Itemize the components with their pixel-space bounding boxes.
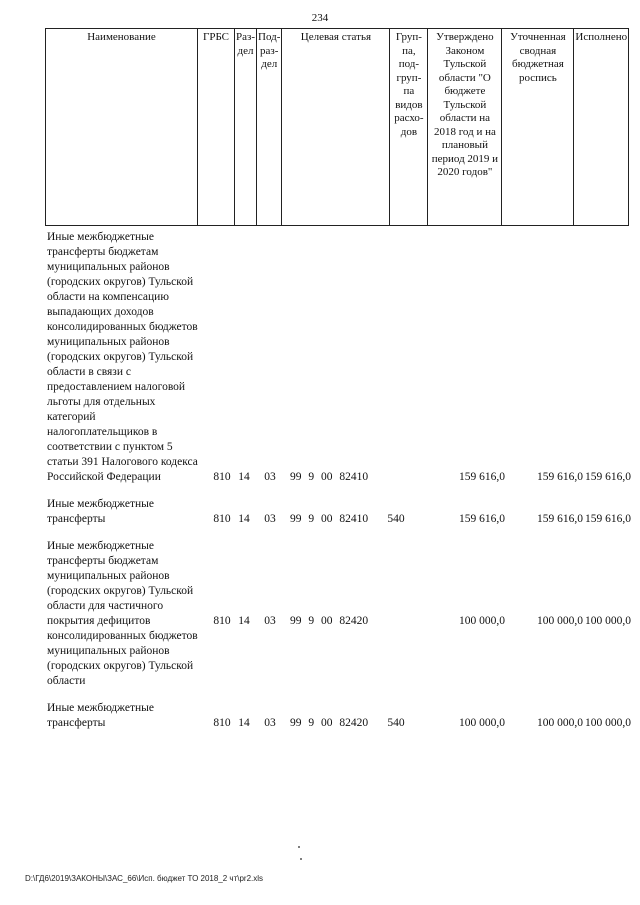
row-vid: 540 [387, 717, 405, 729]
col-header-name: Наименование [46, 29, 198, 226]
col-header-vid: Груп-па, под-груп-па видов расхо-дов [390, 29, 428, 226]
row-utochnennaya: 159 616,0 [537, 471, 583, 483]
row-ispolneno: 159 616,0 [585, 471, 631, 483]
row-razdel: 14 [238, 471, 250, 483]
row-utverzhdeno: 159 616,0 [459, 471, 505, 483]
row-name: Иные межбюджетные трансферты [47, 702, 154, 729]
row-codes [45, 614, 631, 629]
col-header-ispolneno: Исполнено [574, 29, 629, 226]
row-celevaya: 99 9 00 82420 [290, 717, 369, 729]
row-utochnennaya: 100 000,0 [537, 615, 583, 627]
col-header-celevaya: Целевая статья [282, 29, 390, 226]
table-row [45, 230, 631, 485]
row-grbs: 810 [213, 513, 231, 525]
row-razdel: 14 [238, 615, 250, 627]
row-ispolneno: 100 000,0 [585, 717, 631, 729]
row-utverzhdeno: 159 616,0 [459, 513, 505, 525]
col-header-utochnennaya: Уточненная сводная бюджетная роспись [502, 29, 574, 226]
row-grbs: 810 [213, 615, 231, 627]
table-row [45, 701, 631, 731]
row-name: Иные межбюджетные трансферты бюджетам муниципальных районов (городских округов) Тульской области для частичного покрытия дефицитов консолидированных бюджетов муниципальных районов (городских округов) Тульской области [47, 540, 198, 687]
row-ispolneno: 100 000,0 [585, 615, 631, 627]
table-row [45, 497, 631, 527]
row-utverzhdeno: 100 000,0 [459, 717, 505, 729]
row-ispolneno: 159 616,0 [585, 513, 631, 525]
row-grbs: 810 [213, 471, 231, 483]
row-podrazdel: 03 [264, 615, 276, 627]
col-header-grbs: ГРБС [198, 29, 235, 226]
row-razdel: 14 [238, 717, 250, 729]
row-podrazdel: 03 [264, 513, 276, 525]
row-utochnennaya: 159 616,0 [537, 513, 583, 525]
row-podrazdel: 03 [264, 471, 276, 483]
row-utverzhdeno: 100 000,0 [459, 615, 505, 627]
row-utochnennaya: 100 000,0 [537, 717, 583, 729]
row-codes [45, 470, 631, 485]
footer-file-path: D:\ГД6\2019\ЗАКОНЫ\ЗАС_66\Исп. бюджет ТО 2018_2 чт\pr2.xls [25, 874, 264, 883]
row-vid: 540 [387, 513, 405, 525]
row-celevaya: 99 9 00 82420 [290, 615, 369, 627]
col-header-podrazdel: Под-раз-дел [257, 29, 282, 226]
scan-speck [300, 858, 302, 860]
table-row [45, 539, 631, 689]
row-codes [45, 716, 631, 731]
scan-speck [298, 846, 300, 848]
row-name: Иные межбюджетные трансферты [47, 498, 154, 525]
row-podrazdel: 03 [264, 717, 276, 729]
page-number: 234 [311, 12, 329, 24]
table-body [45, 230, 631, 743]
col-header-utverzhdeno: Утверждено Законом Тульской области "О бюджете Тульской области на 2018 год и на плановый период 2019 и 2020 годов" [428, 29, 502, 226]
col-header-razdel: Раз-дел [235, 29, 257, 226]
row-name: Иные межбюджетные трансферты бюджетам муниципальных районов (городских округов) Тульской области на компенсацию выпадающих доходов консолидированных бюджетов муниципальных районов (городских округов) Тульской области в связи с предоставлением налоговой льготы для отдельных категорий налогоплательщиков в соответствии с пунктом 5 статьи 391 Налогового кодекса Российской Федерации [47, 231, 198, 483]
row-celevaya: 99 9 00 82410 [290, 471, 369, 483]
table-header [45, 28, 629, 226]
row-razdel: 14 [238, 513, 250, 525]
row-codes [45, 512, 631, 527]
row-celevaya: 99 9 00 82410 [290, 513, 369, 525]
row-grbs: 810 [213, 717, 231, 729]
